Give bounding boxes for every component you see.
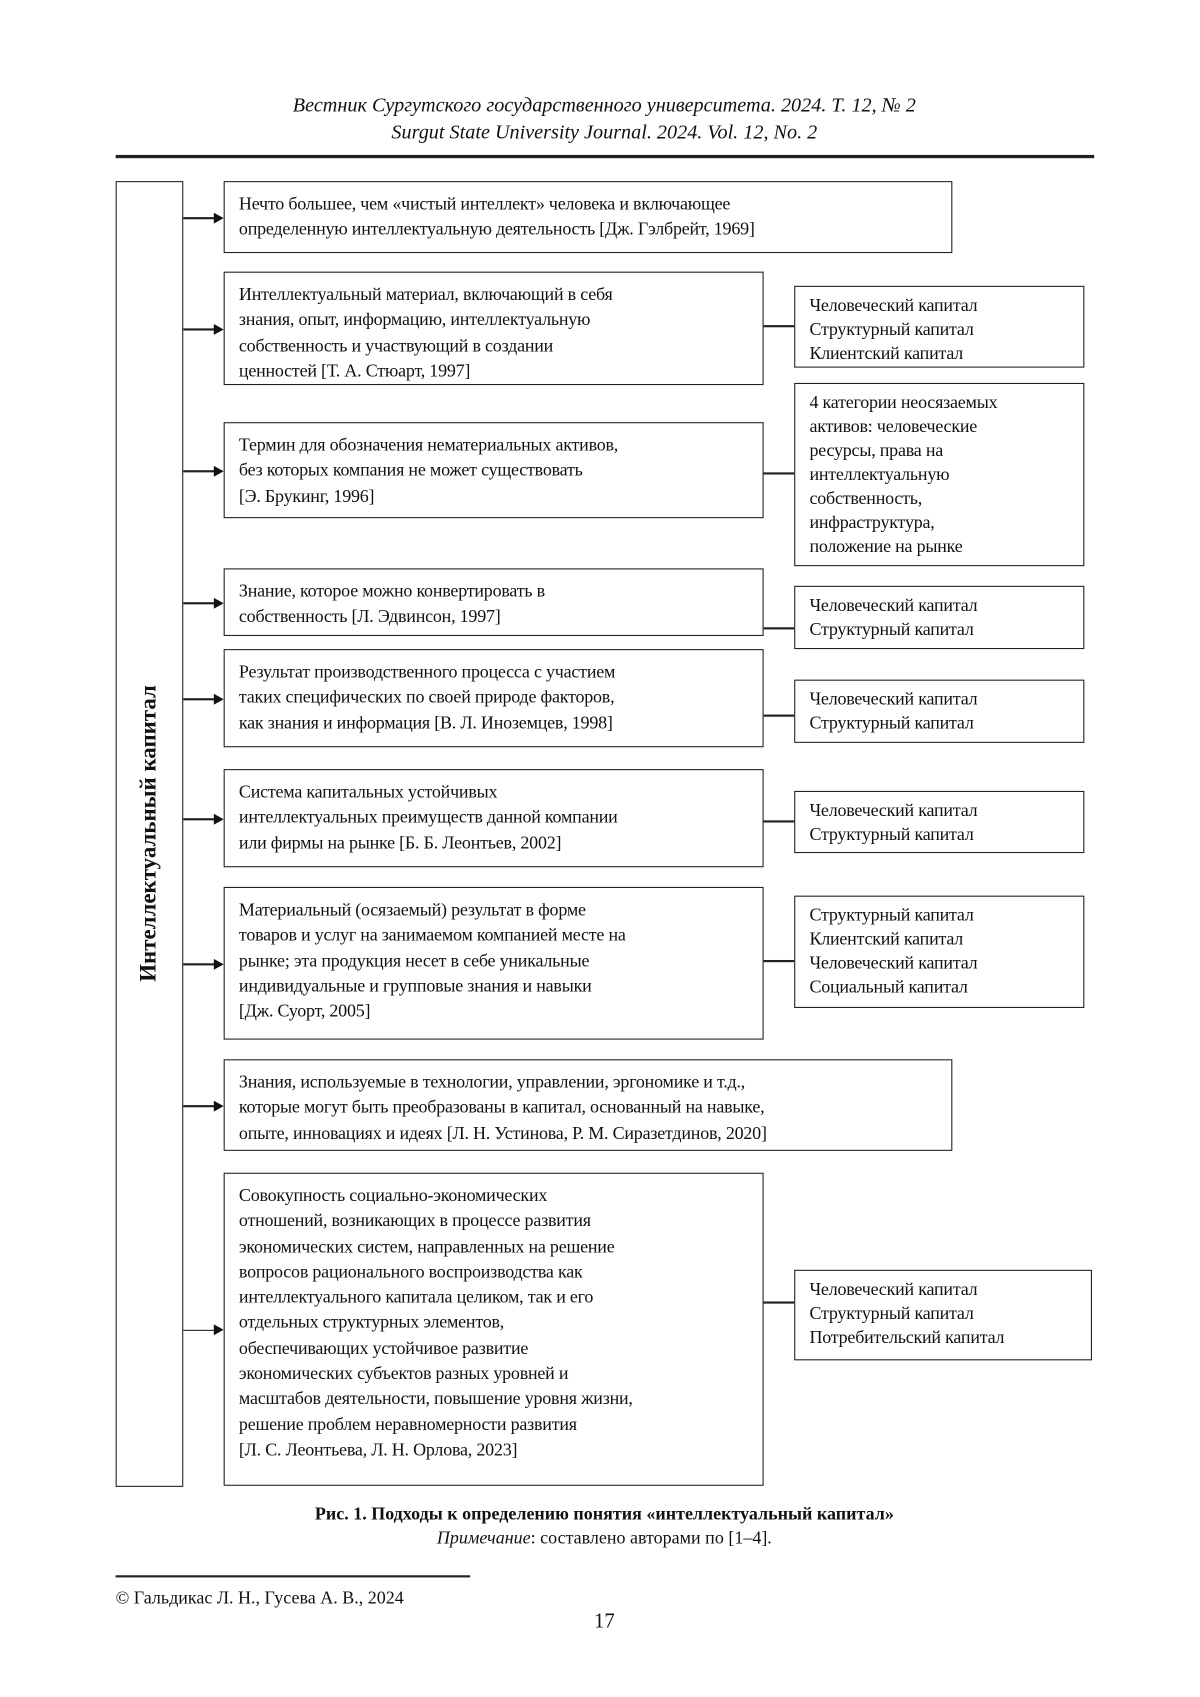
connector-line (764, 472, 795, 474)
definition-text: Интеллектуальный материал, включающий в себя знания, опыт, информацию, интеллектуальную собственность и участвующий в создании ценностей [Т. А. Стюарт, 1997] (239, 281, 613, 383)
definition-text: Материальный (осязаемый) результат в форме товаров и услуг на занимаемом компанией месте на рынке; эта продукция несет в себе уникальные индивидуальные и групповые знания и навыки [Дж. Суорт, 2005] (239, 897, 626, 1024)
arrow-head-icon (214, 1325, 224, 1336)
definition-box (224, 181, 953, 253)
journal-title-ru: Вестник Сургутского государственного университета. 2024. Т. 12, № 2 (0, 95, 1200, 118)
components-text: Человеческий капитал Структурный капитал (809, 593, 977, 641)
journal-title-en: Surgut State University Journal. 2024. Vol. 12, No. 2 (0, 122, 1200, 145)
definition-text: Система капитальных устойчивых интеллектуальных преимуществ данной компании или фирмы на рынке [Б. Б. Леонтьев, 2002] (239, 779, 618, 855)
definition-text: Результат производственного процесса с участием таких специфических по своей природе факторов, как знания и информация [В. Л. Иноземцев, 1998] (239, 659, 615, 735)
copyright: © Гальдикас Л. Н., Гусева А. В., 2024 (116, 1587, 404, 1609)
definition-box (224, 422, 764, 518)
definition-text: Нечто большее, чем «чистый интеллект» человека и включающее определенную интеллектуальную деятельность [Дж. Гэлбрейт, 1969] (239, 191, 755, 242)
connector-line (764, 627, 795, 629)
arrow-head-icon (214, 813, 224, 824)
definition-text: Совокупность социально-экономических отношений, возникающих в процессе развития экономических систем, направленных на решение вопросов рационального воспроизводства как интеллектуального капитала целиком, так и его отдельных структурных элементов, обеспечивающих устойчивое развитие экономических субъектов разных уровней и масштабов деятельности, повышение уровня жизни, решение проблем неравномерности развития [Л. С. Леонтьева, Л. Н. Орлова, 2023] (239, 1183, 633, 1463)
arrow-head-icon (214, 959, 224, 970)
note-label: Примечание (437, 1527, 531, 1548)
definition-box (224, 272, 764, 385)
footnote-rule (116, 1575, 471, 1577)
arrow-line (183, 963, 215, 965)
definition-box (224, 1173, 764, 1486)
components-box (794, 680, 1084, 743)
components-text: Человеческий капитал Структурный капитал (809, 687, 977, 735)
definition-text: Термин для обозначения нематериальных активов, без которых компания не может существовать [Э. Брукинг, 1996] (239, 432, 618, 508)
figure-note (0, 1527, 1200, 1549)
connector-line (764, 715, 795, 717)
components-box (794, 586, 1084, 649)
definition-box (224, 649, 764, 747)
arrow-head-icon (214, 693, 224, 704)
connector-line (764, 960, 795, 962)
connector-line (764, 1301, 795, 1303)
components-box (794, 791, 1084, 853)
definition-text: Знание, которое можно конвертировать в собственность [Л. Эдвинсон, 1997] (239, 578, 545, 629)
arrow-line (183, 328, 215, 330)
arrow-line (183, 602, 215, 604)
arrow-head-icon (214, 465, 224, 476)
arrow-head-icon (214, 597, 224, 608)
components-text: 4 категории неосязаемых активов: человеческие ресурсы, права на интеллектуальную собственность, инфраструктура, положение на рынке (809, 391, 997, 559)
definition-text: Знания, используемые в технологии, управлении, эргономике и т.д., которые могут быть преобразованы в капитал, основанный на навыке, опыте, инновациях и идеях [Л. Н. Устинова, Р. М. Сиразетдинов, 2020] (239, 1069, 767, 1145)
components-box (794, 1270, 1092, 1361)
arrow-line (183, 1105, 215, 1107)
definition-box (224, 887, 764, 1040)
components-text: Структурный капитал Клиентский капитал Человеческий капитал Социальный капитал (809, 903, 977, 999)
page-number: 17 (0, 1610, 1200, 1634)
arrow-line (183, 698, 215, 700)
arrow-head-icon (214, 324, 224, 335)
arrow-line (183, 470, 215, 472)
figure-caption: Рис. 1. Подходы к определению понятия «интеллектуальный капитал» (0, 1503, 1200, 1525)
root-label: Интеллектуальный капитал (135, 685, 162, 982)
arrow-line (183, 217, 215, 219)
arrow-line (183, 818, 215, 820)
components-text: Человеческий капитал Структурный капитал Потребительский капитал (809, 1277, 1004, 1349)
components-box (794, 286, 1084, 368)
definition-box (224, 568, 764, 636)
page (0, 0, 1200, 1697)
components-box (794, 383, 1084, 566)
connector-line (764, 325, 795, 327)
header-rule (116, 155, 1095, 158)
arrow-head-icon (214, 1100, 224, 1111)
components-box (794, 896, 1084, 1008)
components-text: Человеческий капитал Структурный капитал (809, 799, 977, 847)
note-text: : составлено авторами по [1–4]. (531, 1527, 772, 1548)
arrow-line (183, 1329, 215, 1331)
definition-box (224, 769, 764, 867)
arrow-head-icon (214, 212, 224, 223)
components-text: Человеческий капитал Структурный капитал Клиентский капитал (809, 293, 977, 365)
connector-line (764, 820, 795, 822)
definition-box (224, 1059, 953, 1151)
